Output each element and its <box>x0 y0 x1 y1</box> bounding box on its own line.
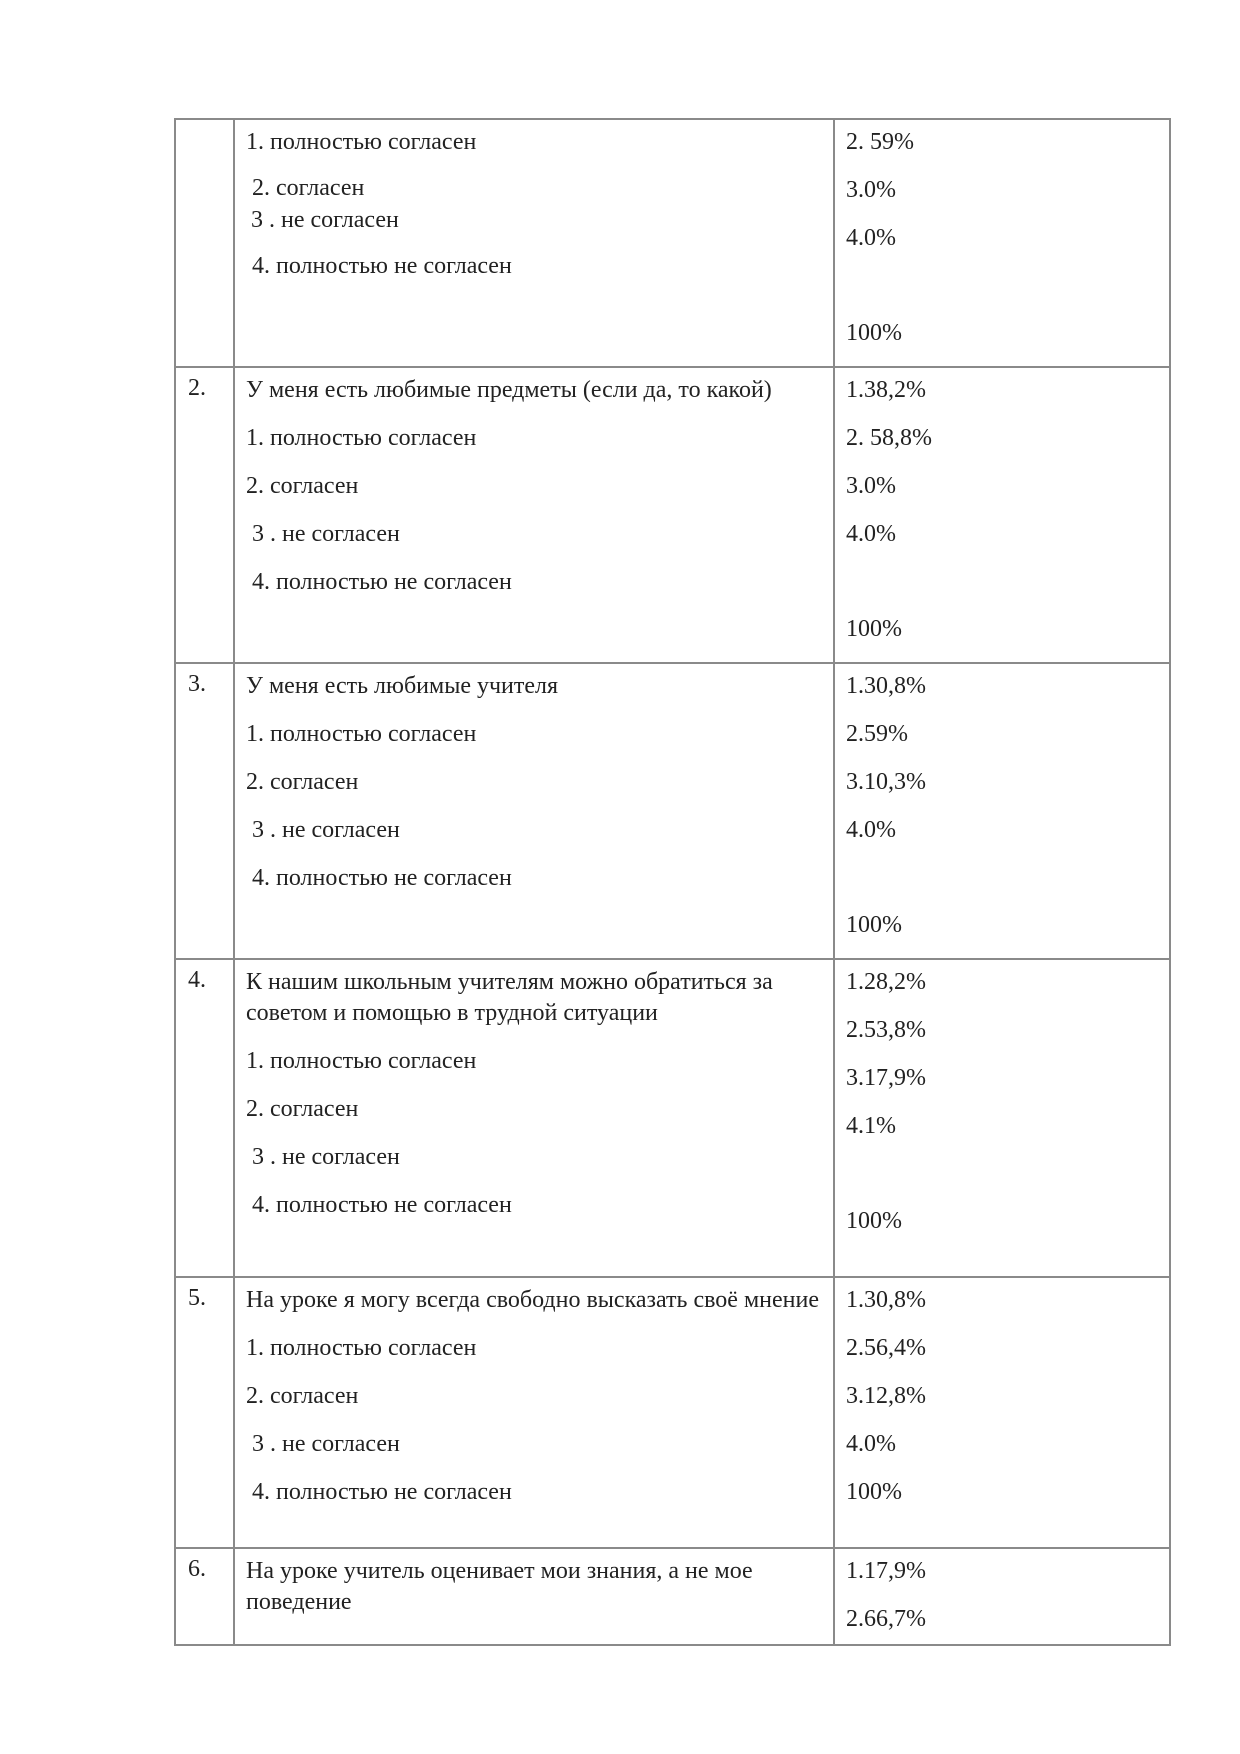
result-value: 2.56,4% <box>846 1335 926 1361</box>
option-label: 2. согласен <box>246 1096 359 1122</box>
result-value: 3.0% <box>846 177 896 203</box>
question-cell <box>234 1277 834 1548</box>
question-cell <box>234 119 834 367</box>
table-row <box>175 663 1170 959</box>
row-number: 2. <box>175 367 234 663</box>
option-label: 3 . не согласен <box>251 207 399 233</box>
question-text: У меня есть любимые учителя <box>246 673 559 699</box>
result-value: 1.28,2% <box>846 969 926 995</box>
result-value: 1.38,2% <box>846 377 926 403</box>
results-cell <box>834 663 1170 959</box>
option-label: 3 . не согласен <box>252 1144 400 1170</box>
result-total: 100% <box>846 616 902 642</box>
row-number <box>175 119 234 367</box>
result-value: 2.53,8% <box>846 1017 926 1043</box>
option-label: 2. согласен <box>246 769 359 795</box>
result-value: 2.59% <box>846 721 908 747</box>
result-value: 4.0% <box>846 1431 896 1457</box>
option-label: 3 . не согласен <box>252 521 400 547</box>
result-value: 2. 59% <box>846 129 914 155</box>
option-label: 2. согласен <box>246 1383 359 1409</box>
option-label: 4. полностью не согласен <box>252 1192 512 1218</box>
table-row <box>175 119 1170 367</box>
result-value: 4.0% <box>846 817 896 843</box>
option-label: 4. полностью не согласен <box>252 253 512 279</box>
row-number: 3. <box>175 663 234 959</box>
result-total: 100% <box>846 320 902 346</box>
option-label: 1. полностью согласен <box>246 425 477 451</box>
results-cell <box>834 119 1170 367</box>
result-value: 4.0% <box>846 521 896 547</box>
result-total: 100% <box>846 912 902 938</box>
option-label: 3 . не согласен <box>252 1431 400 1457</box>
results-cell <box>834 367 1170 663</box>
question-cell <box>234 663 834 959</box>
results-cell <box>834 1277 1170 1548</box>
option-label: 1. полностью согласен <box>246 1048 477 1074</box>
option-label: 4. полностью не согласен <box>252 865 512 891</box>
question-cell <box>234 1548 834 1645</box>
question-text: К нашим школьным учителям можно обратиться за советом и помощью в трудной ситуации <box>246 969 773 1026</box>
option-label: 2. согласен <box>246 473 359 499</box>
table-row <box>175 959 1170 1277</box>
row-number: 4. <box>175 959 234 1277</box>
option-label: 1. полностью согласен <box>246 129 477 155</box>
option-label: 1. полностью согласен <box>246 721 477 747</box>
result-total: 100% <box>846 1479 902 1505</box>
table-row <box>175 1548 1170 1645</box>
table-row <box>175 367 1170 663</box>
table-row <box>175 1277 1170 1548</box>
result-value: 3.10,3% <box>846 769 926 795</box>
question-cell <box>234 959 834 1277</box>
option-label: 4. полностью не согласен <box>252 569 512 595</box>
survey-results-table <box>174 118 1171 1646</box>
row-number: 5. <box>175 1277 234 1548</box>
option-label: 3 . не согласен <box>252 817 400 843</box>
result-value: 4.1% <box>846 1113 896 1139</box>
result-value: 3.0% <box>846 473 896 499</box>
results-cell <box>834 959 1170 1277</box>
result-value: 1.30,8% <box>846 673 926 699</box>
result-value: 3.12,8% <box>846 1383 926 1409</box>
result-value: 2. 58,8% <box>846 425 932 451</box>
option-label: 4. полностью не согласен <box>252 1479 512 1505</box>
result-value: 1.17,9% <box>846 1558 926 1584</box>
option-label: 1. полностью согласен <box>246 1335 477 1361</box>
results-cell <box>834 1548 1170 1645</box>
result-value: 4.0% <box>846 225 896 251</box>
result-value: 2.66,7% <box>846 1606 926 1632</box>
result-total: 100% <box>846 1208 902 1234</box>
row-number: 6. <box>175 1548 234 1645</box>
result-value: 3.17,9% <box>846 1065 926 1091</box>
question-cell <box>234 367 834 663</box>
question-text: На уроке я могу всегда свободно высказать своё мнение <box>246 1287 819 1313</box>
question-text: На уроке учитель оценивает мои знания, а не мое поведение <box>246 1558 753 1615</box>
option-label: 2. согласен <box>252 175 365 201</box>
question-text: У меня есть любимые предметы (если да, то какой) <box>246 377 772 403</box>
result-value: 1.30,8% <box>846 1287 926 1313</box>
